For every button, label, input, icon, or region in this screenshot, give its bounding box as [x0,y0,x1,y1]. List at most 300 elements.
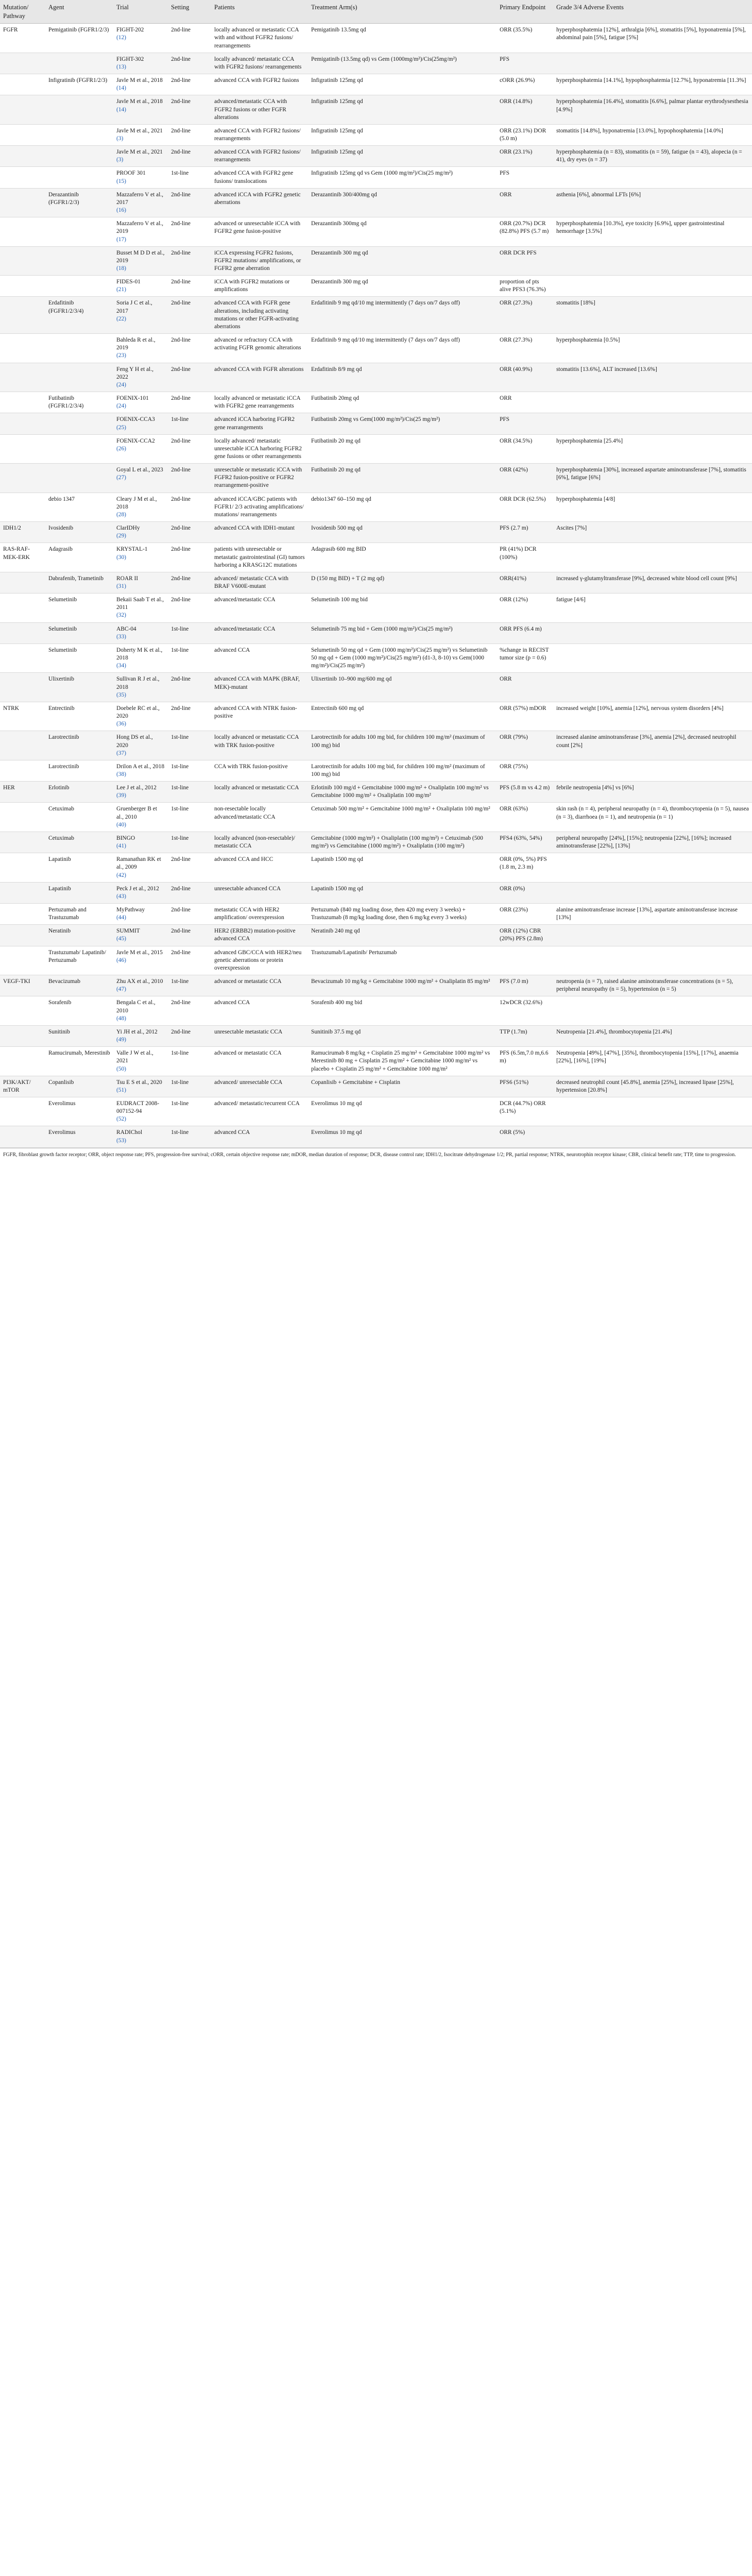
patients-cell: locally advanced or metastatic CCA with TRK fusion-positive [211,731,308,760]
agent-cell: Derazantinib (FGFR1/2/3) [45,188,113,217]
patients-cell: locally advanced/ metastatic CCA with FGFR2 fusions/ rearrangements [211,53,308,74]
setting-cell: 2nd-line [168,946,211,975]
agent-cell: Adagrasib [45,543,113,572]
table-row [0,167,752,188]
patients-cell: advanced CCA with FGFR alterations [211,363,308,392]
ae-cell: increased alanine aminotransferase [3%], anemia [2%], decreased neutrophil count [2%] [553,731,752,760]
endpoint-cell: %change in RECIST tumor size (p = 0.6) [497,643,553,672]
ae-cell: alanine aminotransferase increase [13%], aspartate aminotransferase increase [13%] [553,904,752,925]
trial-cell [113,217,168,246]
header-cell: Patients [211,0,308,24]
ae-cell: hyperphosphatemia [16.4%], stomatitis [6.6%], palmar plantar erythrodysesthesia [4.9%] [553,95,752,124]
endpoint-cell: ORR DCR PFS [497,246,553,275]
reference-link[interactable]: (27) [116,474,126,481]
path-cell: VEGF-TKI [0,975,45,996]
treatment-cell: Infigratinib 125mg qd [308,95,497,124]
endpoint-cell: ORR (75%) [497,760,553,781]
endpoint-cell: ORR (23.1%) DOR (5.0 m) [497,124,553,145]
trial-cell [113,946,168,975]
trial-cell [113,1025,168,1046]
patients-cell: unresectable advanced CCA [211,882,308,903]
trial-name: Hong DS et al., 2020 [116,734,153,749]
trial-name: Bekaii Saab T et al., 2011 [116,597,164,611]
reference-link[interactable]: (16) [116,207,126,214]
reference-link[interactable]: (13) [116,63,126,70]
path-cell [0,643,45,672]
trial-cell [113,996,168,1025]
reference-link[interactable]: (21) [116,286,126,293]
patients-cell: advanced/metastatic CCA [211,622,308,643]
endpoint-cell: ORR (27.3%) [497,334,553,363]
trial-cell [113,925,168,946]
agent-cell [45,434,113,463]
setting-cell: 2nd-line [168,594,211,622]
trial-cell [113,1047,168,1076]
trial-name: KRYSTAL-1 [116,546,148,553]
treatment-cell: Neratinib 240 mg qd [308,925,497,946]
reference-link[interactable]: (29) [116,533,126,539]
reference-link[interactable]: (18) [116,265,126,272]
patients-cell: advanced CCA with FGFR2 gene fusions/ translocations [211,167,308,188]
trial-name: ClarIDHy [116,525,140,532]
agent-cell: Selumetinib [45,622,113,643]
agent-cell: Ulixertinib [45,673,113,702]
setting-cell: 2nd-line [168,1025,211,1046]
patients-cell: advanced CCA [211,1126,308,1147]
path-cell: IDH1/2 [0,522,45,543]
reference-link[interactable]: (50) [116,1065,126,1072]
path-cell [0,832,45,853]
table-row [0,1126,752,1147]
setting-cell: 2nd-line [168,24,211,53]
reference-link[interactable]: (45) [116,936,126,942]
treatment-cell: Lapatinib 1500 mg qd [308,882,497,903]
reference-link[interactable]: (48) [116,1015,126,1022]
reference-link[interactable]: (14) [116,106,126,113]
trial-name: Mazzaferro V et al., 2019 [116,221,163,235]
treatment-cell: Derazantinib 300/400mg qd [308,188,497,217]
reference-link[interactable]: (51) [116,1087,126,1093]
header-cell: Grade 3/4 Adverse Events [553,0,752,24]
agent-cell: Bevacizumab [45,975,113,996]
treatment-cell: Erlotinib 100 mg/d + Gemcitabine 1000 mg/m² + Oxaliplatin 100 mg/m² vs Gemcitabine 1000 mg/m² + Oxaliplatin 100 mg/m² [308,782,497,803]
treatment-cell: Erdafitinib 8/9 mg qd [308,363,497,392]
endpoint-cell: ORR DCR (62.5%) [497,493,553,521]
setting-cell: 1st-line [168,782,211,803]
ae-cell: increased γ-glutamyltransferase [9%], decreased white blood cell count [9%] [553,572,752,593]
reference-link[interactable]: (24) [116,403,126,410]
reference-link[interactable]: (23) [116,352,126,359]
trial-name: Valle J W et al., 2021 [116,1050,153,1064]
path-cell: FGFR [0,24,45,53]
setting-cell: 2nd-line [168,996,211,1025]
reference-link[interactable]: (30) [116,554,126,561]
reference-link[interactable]: (44) [116,914,126,921]
agent-cell [45,334,113,363]
header-cell: Treatment Arm(s) [308,0,497,24]
endpoint-cell: ORR (57%) mDOR [497,702,553,731]
patients-cell: advanced GBC/CCA with HER2/neu genetic aberrations or protein overexpression [211,946,308,975]
ae-cell: hyperphosphatemia [14.1%], hypophosphatemia [12.7%], hyponatremia [11.3%] [553,74,752,95]
trial-cell [113,782,168,803]
ae-cell: asthenia [6%], abnormal LFTs [6%] [553,188,752,217]
trial-name: Javle M et al., 2015 [116,949,163,956]
reference-link[interactable]: (37) [116,750,126,756]
treatment-cell: Everolimus 10 mg qd [308,1126,497,1147]
patients-cell: advanced CCA with FGFR2 fusions [211,74,308,95]
table-row [0,413,752,434]
treatment-cell: Selumetinib 50 mg qd + Gem (1000 mg/m²)/Cis(25 mg/m²) vs Selumetinib 50 mg qd + Gem (1000 mg/m²)/Cis(25 mg/m²) (d1-3, 8-10) vs Gem(1000 mg/m²)/Cis(25 mg/m²) [308,643,497,672]
path-cell [0,731,45,760]
reference-link[interactable]: (12) [116,35,126,41]
path-cell [0,853,45,882]
reference-link[interactable]: (39) [116,792,126,799]
ae-cell [553,543,752,572]
ae-cell: febrile neutropenia [4%] vs [6%] [553,782,752,803]
endpoint-cell: ORR (14.8%) [497,95,553,124]
ae-cell: hyperphosphatemia [25.4%] [553,434,752,463]
path-cell [0,946,45,975]
table-row [0,702,752,731]
endpoint-cell: ORR (5%) [497,1126,553,1147]
ae-cell: hyperphosphatemia [0.5%] [553,334,752,363]
endpoint-cell: 12wDCR (32.6%) [497,996,553,1025]
agent-cell: Pertuzumab and Trastuzumab [45,904,113,925]
table-footnote: FGFR, fibroblast growth factor receptor; ORR, object response rate; PFS, progression-free survival; cORR, certain objective response rate; mDOR, median duration of response; DCR, disease control rate; IDH1/2, Isocitrate dehydrogenase 1/2; PR, partial response; NTRK, neurotrophin receptor kinase; CBR, clinical benefit rate; TTP, time to progression. [0,1148,752,1161]
table-row [0,493,752,521]
reference-link[interactable]: (40) [116,821,126,828]
table-row [0,996,752,1025]
reference-link[interactable]: (32) [116,612,126,619]
reference-link[interactable]: (35) [116,691,126,698]
ae-cell: hyperphosphatemia [12%], arthralgia [6%], stomatitis [5%], hyponatremia [5%], abdominal pain [5%], fatigue [5%] [553,24,752,53]
path-cell [0,188,45,217]
ae-cell: Neutropenia [21.4%], thrombocytopenia [21.4%] [553,1025,752,1046]
trial-name: Bengala C et al., 2010 [116,999,156,1014]
reference-link[interactable]: (41) [116,843,126,850]
ae-cell [553,392,752,413]
trial-name: Peck J et al., 2012 [116,885,159,892]
setting-cell: 2nd-line [168,392,211,413]
setting-cell: 2nd-line [168,124,211,145]
treatment-cell: Infigratinib 125mg qd [308,74,497,95]
endpoint-cell: PFS [497,167,553,188]
agent-cell: Ramucirumab, Merestinib [45,1047,113,1076]
reference-link[interactable]: (36) [116,721,126,727]
agent-cell: Everolimus [45,1126,113,1147]
agent-cell: Trastuzumab/ Lapatinib/ Pertuzumab [45,946,113,975]
ae-cell: Neutropenia [49%], [47%], [35%], thrombocytopenia [15%], [17%], anaemia [22%], [16%], [19%] [553,1047,752,1076]
ae-cell: skin rash (n = 4), peripheral neuropathy (n = 4), thrombocytopenia (n = 5), nausea (n = 3), diarrhoea (n = 1), and neutropenia (n = 1) [553,803,752,832]
agent-cell: Cetuximab [45,832,113,853]
reference-link[interactable]: (26) [116,445,126,452]
trial-cell [113,594,168,622]
endpoint-cell: ORR (20.7%) DCR (82.8%) PFS (5.7 m) [497,217,553,246]
trial-cell [113,1126,168,1147]
ae-cell [553,53,752,74]
endpoint-cell: ORR (40.9%) [497,363,553,392]
path-cell [0,594,45,622]
reference-link[interactable]: (52) [116,1116,126,1123]
trial-cell [113,146,168,167]
agent-cell [45,246,113,275]
patients-cell: advanced/ metastatic CCA with BRAF V600E-mutant [211,572,308,593]
trial-cell [113,975,168,996]
patients-cell: advanced/ unresectable CCA [211,1076,308,1097]
table-row [0,334,752,363]
trial-cell [113,24,168,53]
setting-cell: 1st-line [168,413,211,434]
patients-cell: advanced iCCA harboring FGFR2 gene rearrangements [211,413,308,434]
ae-cell: hyperphosphatemia [4/8] [553,493,752,521]
reference-link[interactable]: (38) [116,771,126,777]
setting-cell: 1st-line [168,1126,211,1147]
agent-cell: Pemigatinib (FGFR1/2/3) [45,24,113,53]
setting-cell: 2nd-line [168,464,211,493]
path-cell [0,1025,45,1046]
path-cell [0,297,45,334]
agent-cell: Ivosidenib [45,522,113,543]
table-row [0,946,752,975]
treatment-cell: Everolimus 10 mg qd [308,1097,497,1126]
path-cell [0,363,45,392]
setting-cell: 1st-line [168,1097,211,1126]
ae-cell [553,882,752,903]
setting-cell: 2nd-line [168,297,211,334]
agent-cell: Erdafitinib (FGFR1/2/3/4) [45,297,113,334]
agent-cell: Larotrectinib [45,731,113,760]
patients-cell: advanced CCA [211,996,308,1025]
treatment-cell: Ivosidenib 500 mg qd [308,522,497,543]
reference-link[interactable]: (53) [116,1137,126,1144]
treatment-cell: Futibatinib 20mg qd [308,392,497,413]
trial-cell [113,853,168,882]
agent-cell [45,167,113,188]
setting-cell: 2nd-line [168,146,211,167]
patients-cell: advanced iCCA/GBC patients with FGFR1/ 2/3 activating amplifications/ mutations/ rearrangements [211,493,308,521]
table-row [0,925,752,946]
ae-cell: neutropenia (n = 7), raised alanine aminotransferase concentrations (n = 5), peripheral neuropathy (n = 5), hypertension (n = 5) [553,975,752,996]
reference-link[interactable]: (14) [116,85,126,92]
patients-cell: non-resectable locally advanced/metastatic CCA [211,803,308,832]
table-row [0,643,752,672]
path-cell [0,925,45,946]
table-row [0,853,752,882]
trial-name: Goyal L et al., 2023 [116,467,163,473]
trial-cell [113,276,168,297]
endpoint-cell: ORR (0%) [497,882,553,903]
path-cell [0,803,45,832]
trial-name: BINGO [116,835,135,841]
endpoint-cell: TTP (1.7m) [497,1025,553,1046]
trial-name: ROAR II [116,575,139,582]
ae-cell [553,643,752,672]
endpoint-cell: ORR(41%) [497,572,553,593]
trial-name: Sullivan R J et al., 2018 [116,676,160,690]
patients-cell: advanced CCA with FGFR gene alterations, including activating mutations or other FGFR-activating aberrations [211,297,308,334]
reference-link[interactable]: (28) [116,511,126,518]
trial-cell [113,904,168,925]
endpoint-cell: ORR (12%) CBR (20%) PFS (2.8m) [497,925,553,946]
agent-cell: Larotrectinib [45,760,113,781]
reference-link[interactable]: (42) [116,872,126,878]
ae-cell: stomatitis [18%] [553,297,752,334]
table-row [0,53,752,74]
path-cell: NTRK [0,702,45,731]
treatment-cell: Cetuximab 500 mg/m² + Gemcitabine 1000 mg/m² + Oxaliplatin 100 mg/m² [308,803,497,832]
trial-cell [113,334,168,363]
ae-cell [553,276,752,297]
treatment-cell: Infigratinib 125mg qd [308,124,497,145]
setting-cell: 2nd-line [168,543,211,572]
patients-cell: advanced or metastatic CCA [211,975,308,996]
path-cell [0,246,45,275]
patients-cell: advanced or metastatic CCA [211,1047,308,1076]
treatment-cell: Sorafenib 400 mg bid [308,996,497,1025]
treatment-cell: Selumetinib 100 mg bid [308,594,497,622]
reference-link[interactable]: (25) [116,424,126,431]
reference-link[interactable]: (46) [116,957,126,963]
trial-name: FIGHT-302 [116,56,144,62]
path-cell [0,622,45,643]
path-cell [0,95,45,124]
table-row [0,392,752,413]
path-cell [0,572,45,593]
setting-cell: 2nd-line [168,334,211,363]
path-cell [0,434,45,463]
setting-cell: 2nd-line [168,95,211,124]
table-row [0,217,752,246]
agent-cell [45,464,113,493]
treatment-cell: Entrectinib 600 mg qd [308,702,497,731]
patients-cell: locally advanced (non-resectable)/ metastatic CCA [211,832,308,853]
trial-cell [113,95,168,124]
table-header-row [0,0,752,24]
trial-name: EUDRACT 2008-007152-94 [116,1100,160,1115]
trial-name: FOENIX-CCA2 [116,437,155,444]
table-row [0,246,752,275]
endpoint-cell: PR (41%) DCR (100%) [497,543,553,572]
reference-link[interactable]: (24) [116,381,126,388]
trial-cell [113,363,168,392]
agent-cell: Entrectinib [45,702,113,731]
treatment-cell: debio1347 60–150 mg qd [308,493,497,521]
endpoint-cell: ORR (23.1%) [497,146,553,167]
setting-cell: 2nd-line [168,434,211,463]
path-cell [0,464,45,493]
reference-link[interactable]: (3) [116,135,124,142]
path-cell: PI3K/AKT/ mTOR [0,1076,45,1097]
table-row [0,146,752,167]
setting-cell: 2nd-line [168,673,211,702]
path-cell [0,217,45,246]
treatment-cell: Infigratinib 125mg qd vs Gem (1000 mg/m²)/Cis(25 mg/m²) [308,167,497,188]
agent-cell: Lapatinib [45,853,113,882]
patients-cell: iCCA expressing FGFR2 fusions, FGFR2 mutations/ amplifications, or FGFR2 gene aberration [211,246,308,275]
reference-link[interactable]: (43) [116,893,126,900]
agent-cell [45,217,113,246]
reference-link[interactable]: (15) [116,178,126,184]
ae-cell [553,246,752,275]
trial-name: Gruenberger B et al., 2010 [116,806,157,820]
agent-cell: Lapatinib [45,882,113,903]
path-cell [0,167,45,188]
path-cell [0,53,45,74]
table-row [0,1025,752,1046]
treatment-cell: Pemigatinib 13.5mg qd [308,24,497,53]
reference-link[interactable]: (31) [116,583,126,589]
ae-cell [553,413,752,434]
setting-cell: 2nd-line [168,925,211,946]
table-row [0,363,752,392]
setting-cell: 1st-line [168,760,211,781]
page [0,0,752,1161]
agent-cell: Sorafenib [45,996,113,1025]
reference-link[interactable]: (33) [116,633,126,640]
treatment-cell: Futibatinib 20 mg qd [308,464,497,493]
table-row [0,882,752,903]
reference-link[interactable]: (17) [116,236,126,243]
reference-link[interactable]: (22) [116,315,126,322]
endpoint-cell [497,946,553,975]
endpoint-cell: ORR PFS (6.4 m) [497,622,553,643]
trial-name: Yi JH et al., 2012 [116,1028,158,1035]
path-cell [0,334,45,363]
setting-cell: 1st-line [168,167,211,188]
table-row [0,673,752,702]
table-row [0,24,752,53]
agent-cell: Erlotinib [45,782,113,803]
patients-cell: advanced/metastatic CCA [211,594,308,622]
patients-cell: advanced/ metastatic/recurrent CCA [211,1097,308,1126]
trial-cell [113,760,168,781]
trial-name: PROOF 301 [116,170,146,177]
endpoint-cell: proportion of pts alive PFS3 (76.3%) [497,276,553,297]
treatment-cell: Copanlisib + Gemcitabine + Cisplatin [308,1076,497,1097]
patients-cell: unresectable metastatic CCA [211,1025,308,1046]
ae-cell: fatigue [4/6] [553,594,752,622]
trial-cell [113,297,168,334]
agent-cell: Selumetinib [45,594,113,622]
reference-link[interactable]: (3) [116,157,124,163]
endpoint-cell: PFS (6.5m,7.0 m,6.6 m) [497,1047,553,1076]
reference-link[interactable]: (47) [116,986,126,993]
table-row [0,1047,752,1076]
ae-cell: decreased neutrophil count [45.8%], anemia [25%], increased lipase [25%], hypertension [20.8%] [553,1076,752,1097]
endpoint-cell: ORR (0%, 5%) PFS (1.8 m, 2.3 m) [497,853,553,882]
treatment-cell: Ulixertinib 10–900 mg/600 mg qd [308,673,497,702]
trial-cell [113,1097,168,1126]
setting-cell: 2nd-line [168,188,211,217]
trial-cell [113,392,168,413]
trial-cell [113,124,168,145]
reference-link[interactable]: (49) [116,1037,126,1043]
reference-link[interactable]: (34) [116,663,126,669]
trial-cell [113,74,168,95]
trial-name: Javle M et al., 2018 [116,98,163,105]
trial-name: Mazzaferro V et al., 2017 [116,191,163,206]
path-cell [0,124,45,145]
trial-name: FIGHT-202 [116,27,144,33]
patients-cell: advanced iCCA with FGFR2 genetic aberrations [211,188,308,217]
ae-cell [553,996,752,1025]
trial-cell [113,543,168,572]
path-cell [0,493,45,521]
endpoint-cell: ORR [497,188,553,217]
trial-name: Lee J et al., 2012 [116,785,157,791]
agent-cell: Futibatinib (FGFR1/2/3/4) [45,392,113,413]
path-cell [0,276,45,297]
